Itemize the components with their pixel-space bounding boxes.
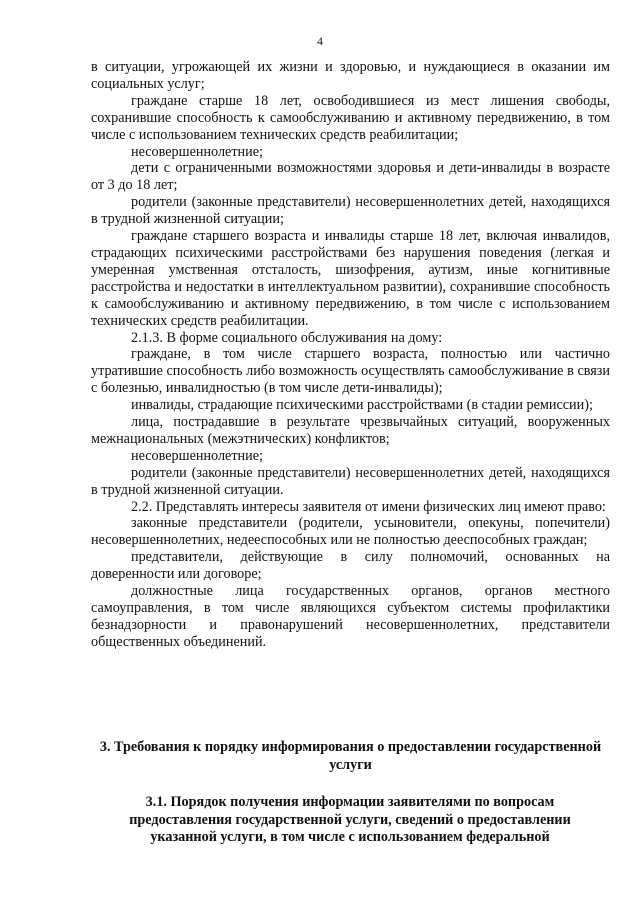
paragraph: граждане старшего возраста и инвалиды старше 18 лет, включая инвалидов, страдающих психическими расстройствами без нарушения поведения (легкая и умеренная умственная отсталость, шизофрения, аутизм, иные когнитивные расстройства и недостатки в интеллектуальном развитии), сохранившие способность к самообслуживанию и активному передвижению, в том числе с использованием технических средств реабилитации.: [91, 228, 610, 329]
paragraph: законные представители (родители, усыновители, опекуны, попечители) несовершеннолетних, недееспособных или не полностью дееспособных граждан;: [91, 515, 610, 549]
paragraph: лица, пострадавшие в результате чрезвычайных ситуаций, вооруженных межнациональных (межэтнических) конфликтов;: [91, 414, 610, 447]
paragraph: родители (законные представители) несовершеннолетних детей, находящихся в трудной жизненной ситуации.: [91, 464, 610, 498]
paragraph: должностные лица государственных органов, органов местного самоуправления, в том числе являющихся субъектом системы профилактики безнадзорности и правонарушений несовершеннолетних, представители общественных объединений.: [91, 583, 610, 650]
paragraph: граждане старше 18 лет, освободившиеся из мест лишения свободы, сохранившие способность к самообслуживанию и активному передвижению, в том числе с использованием технических средств реабилитации;: [91, 92, 610, 143]
section-3-heading: 3. Требования к порядку информирования о предоставлении государственной услуги: [99, 739, 602, 773]
page-number: 4: [317, 34, 323, 48]
paragraph: в ситуации, угрожающей их жизни и здоровью, и нуждающиеся в оказании им социальных услуг;: [91, 59, 610, 92]
paragraph: несовершеннолетние;: [131, 143, 263, 160]
paragraph: представители, действующие в силу полномочий, основанных на доверенности или договоре;: [91, 549, 610, 583]
paragraph: граждане, в том числе старшего возраста, полностью или частично утратившие способность либо возможность осуществлять самообслуживание в связи с болезнью, инвалидностью (в том числе дети-инвалиды);: [91, 346, 610, 397]
paragraph: несовершеннолетние;: [131, 447, 263, 464]
paragraph: 2.1.3. В форме социального обслуживания на дому:: [131, 329, 443, 346]
paragraph: 2.2. Представлять интересы заявителя от имени физических лиц имеют право:: [131, 498, 606, 515]
paragraph: инвалиды, страдающие психическими расстройствами (в стадии ремиссии);: [131, 397, 593, 414]
section-3-1-heading: 3.1. Порядок получения информации заявителями по вопросам предоставления государственной услуги, сведений о предоставлении указанной услуги, в том числе с использованием федеральной: [129, 794, 571, 846]
document-body: [91, 59, 610, 651]
paragraph: родители (законные представители) несовершеннолетних детей, находящихся в трудной жизненной ситуации;: [91, 194, 610, 228]
paragraph: дети с ограниченными возможностями здоровья и дети-инвалиды в возрасте от 3 до 18 лет;: [91, 160, 610, 194]
